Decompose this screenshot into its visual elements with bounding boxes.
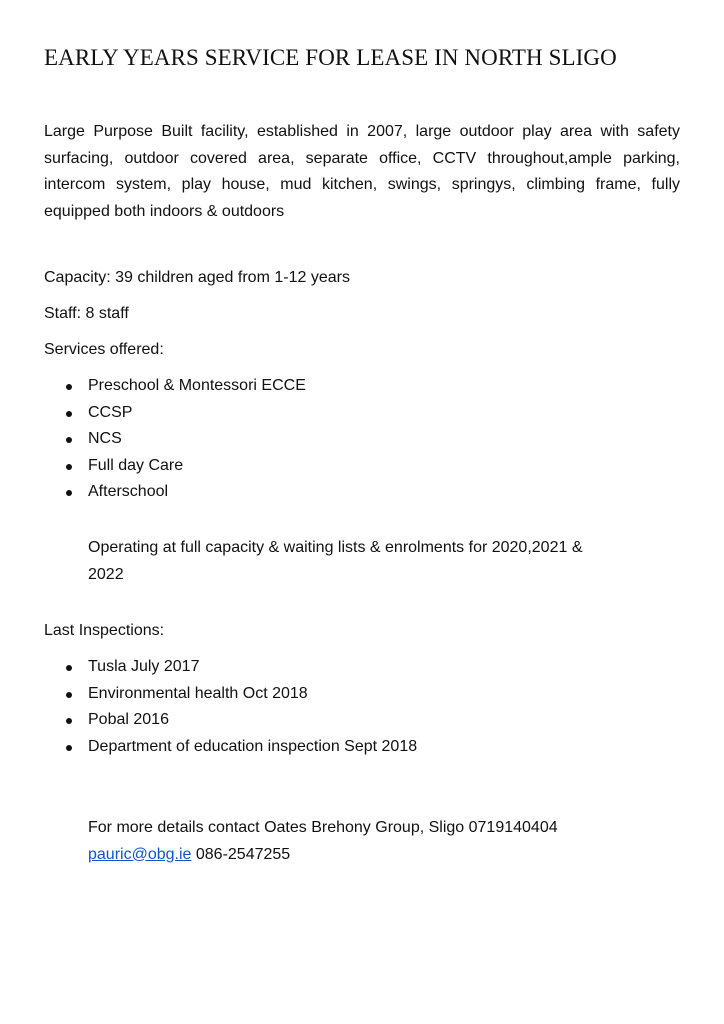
bullet-icon: [66, 464, 72, 470]
bullet-icon: [66, 437, 72, 443]
capacity-text: Capacity: 39 children aged from 1-12 years: [44, 269, 350, 286]
email-link[interactable]: pauric@obg.ie: [88, 845, 192, 863]
bullet-icon: [66, 692, 72, 698]
services-heading: Services offered:: [44, 341, 164, 358]
bullet-icon: [66, 411, 72, 417]
bullet-icon: [66, 745, 72, 751]
bullet-icon: [66, 490, 72, 496]
bullet-icon: [66, 384, 72, 390]
inspections-heading: Last Inspections:: [44, 622, 165, 639]
page-title: EARLY YEARS SERVICE FOR LEASE IN NORTH SLIGO: [44, 45, 617, 70]
bullet-icon: [66, 665, 72, 671]
document-page: EARLY YEARS SERVICE FOR LEASE IN NORTH SLIGO Large Purpose Built facility, established in 2007, large outdoor play area with safety surfacing, outdoor covered area, separate office, CCTV throughout,ample parking, intercom system, play house, mud kitchen, swings, springys, climbing frame, fully equipped both indoors & outdoors Capacity: 39 children aged from 1-12 years Staff: 8 staff Services offered: Preschool & Montessori ECCE CCSP NCS Full day Care Afterschool Operating at full capacity & waiting lists & enrolments for 2020,2021 & 2022 Last Inspections: Tusla July 2017 Environmental health Oct 2018 Pobal 2016 Department of education inspection Sept 2018 For more details contact Oates Brehony Group, Sligo 0719140404 pauric@obg.ie 086-2547255: [0, 0, 724, 1024]
contact-email-line: [88, 842, 558, 869]
bullet-icon: [66, 718, 72, 724]
intro-paragraph: Large Purpose Built facility, established in 2007, large outdoor play area with safety surfacing, outdoor covered area, separate office, CCTV throughout,ample parking, intercom system, play house, mud kitchen, swings, springys, climbing frame, fully equipped both indoors & outdoors: [44, 123, 680, 220]
staff-text: Staff: 8 staff: [44, 305, 129, 322]
contact-phone: 086-2547255: [191, 845, 291, 863]
contact-line: For more details contact Oates Brehony Group, Sligo 0719140404: [88, 819, 558, 836]
capacity-note: Operating at full capacity & waiting lists & enrolments for 2020,2021 & 2022: [88, 539, 583, 583]
contact-block: [88, 815, 558, 868]
